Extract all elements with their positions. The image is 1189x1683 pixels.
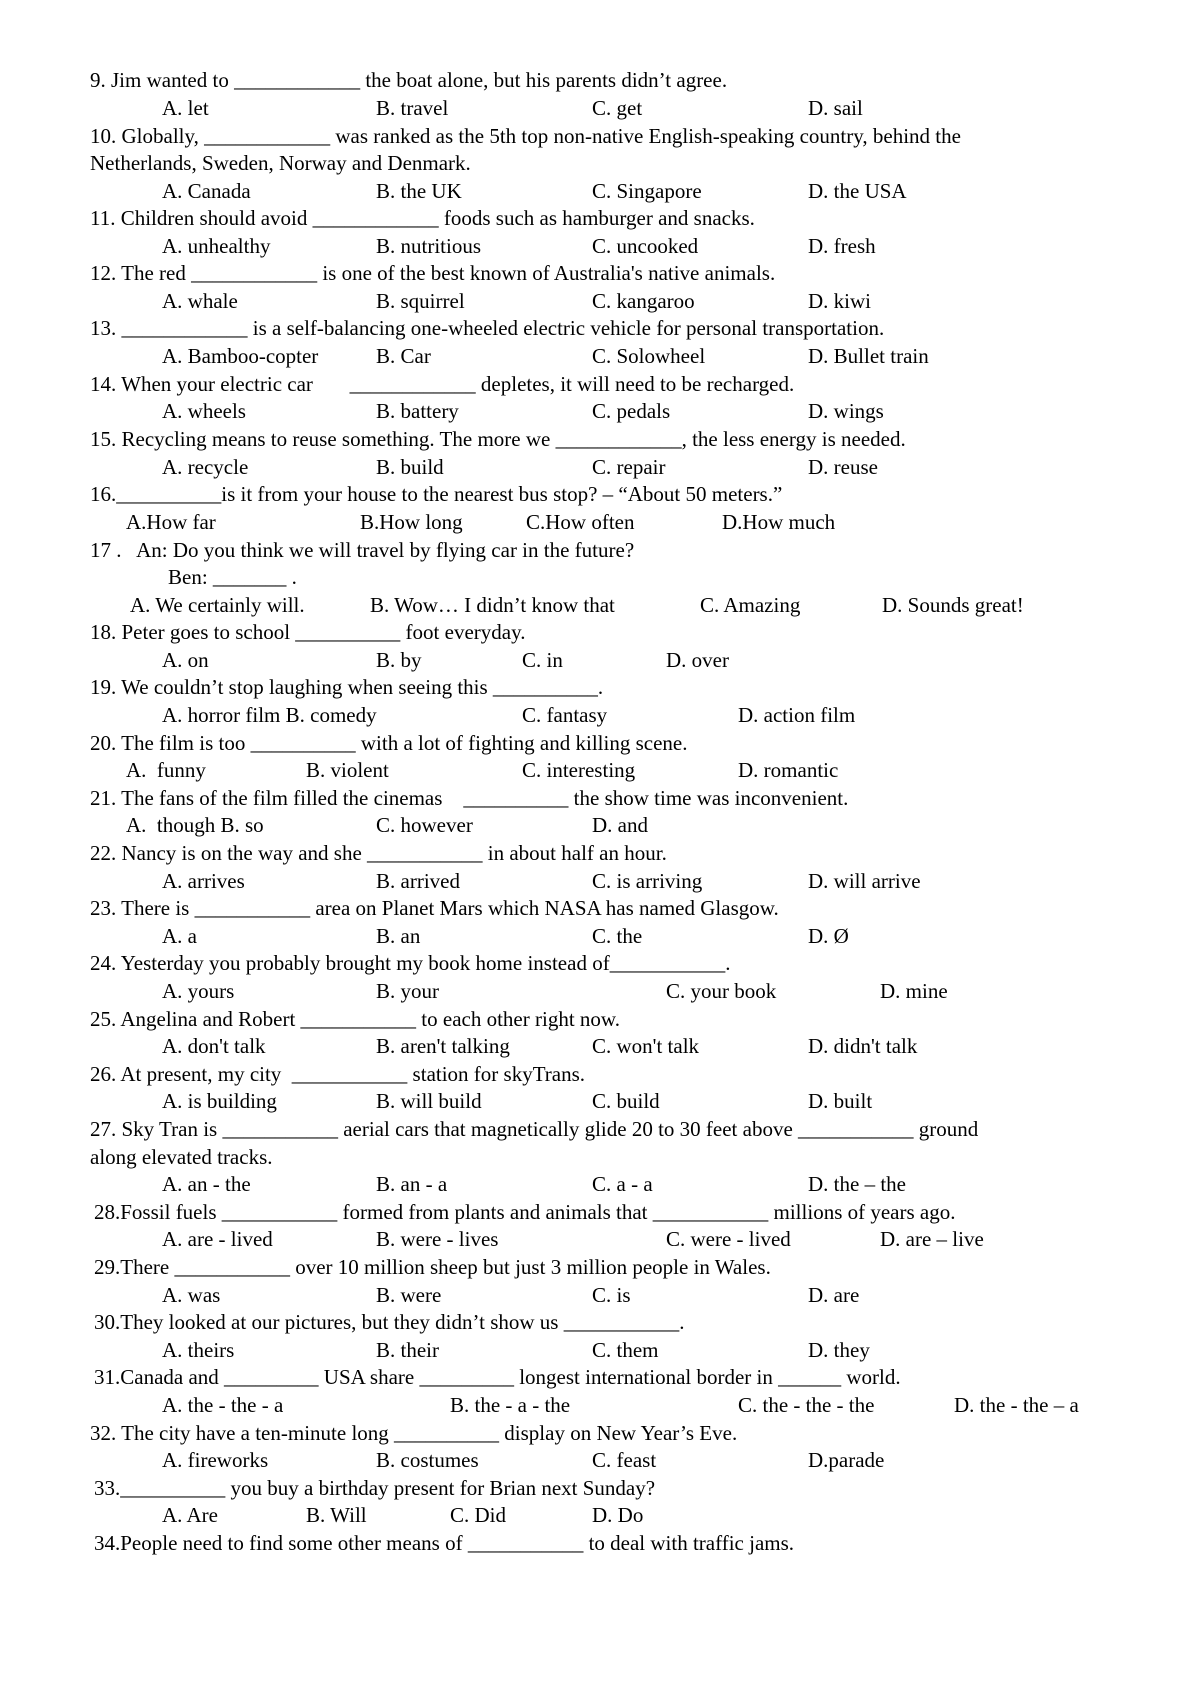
- q18-option-b: B. by: [376, 648, 422, 672]
- q18-option-a: A. on: [162, 648, 209, 672]
- q9-option-a: A. let: [162, 96, 209, 120]
- q24-option-a: A. yours: [162, 979, 235, 1003]
- q27-stem-line-1: 27. Sky Tran is ___________ aerial cars that magnetically glide 20 to 30 feet above ___________ ground: [90, 1117, 979, 1141]
- q28-stem: 28.Fossil fuels ___________ formed from plants and animals that ___________ millions of years ago.: [94, 1200, 956, 1224]
- q12-option-d: D. kiwi: [808, 289, 871, 313]
- q19-stem: 19. We couldn’t stop laughing when seeing this __________.: [90, 675, 604, 699]
- q11-option-b: B. nutritious: [376, 234, 482, 258]
- q18-stem: 18. Peter goes to school __________ foot everyday.: [90, 620, 526, 644]
- q32-stem: 32. The city have a ten-minute long __________ display on New Year’s Eve.: [90, 1421, 738, 1445]
- q21-option-d: D. and: [592, 813, 648, 837]
- q28-option-b: B. were - lives: [376, 1227, 499, 1251]
- q17-option-a: A. We certainly will.: [130, 593, 305, 617]
- q19-option-a: A. horror film B. comedy: [162, 703, 377, 727]
- q31-stem: 31.Canada and _________ USA share _________ longest international border in ______ world.: [94, 1365, 901, 1389]
- q24-option-c: C. your book: [666, 979, 777, 1003]
- q14-option-d: D. wings: [808, 399, 884, 423]
- q31-option-d: D. the - the – a: [954, 1393, 1079, 1417]
- q21-stem: 21. The fans of the film filled the cinemas __________ the show time was inconvenient.: [90, 786, 849, 810]
- q32-option-c: C. feast: [592, 1448, 657, 1472]
- q31-option-b: B. the - a - the: [450, 1393, 571, 1417]
- q27-option-a: A. an - the: [162, 1172, 251, 1196]
- q17-option-d: D. Sounds great!: [882, 593, 1024, 617]
- q26-option-a: A. is building: [162, 1089, 277, 1113]
- q34-stem: 34.People need to find some other means of ___________ to deal with traffic jams.: [94, 1531, 795, 1555]
- q29-option-b: B. were: [376, 1283, 442, 1307]
- q14-option-c: C. pedals: [592, 399, 671, 423]
- q11-option-a: A. unhealthy: [162, 234, 271, 258]
- q21-option-c: C. however: [376, 813, 473, 837]
- q23-option-a: A. a: [162, 924, 197, 948]
- q10-option-c: C. Singapore: [592, 179, 702, 203]
- q15-option-b: B. build: [376, 455, 444, 479]
- q20-option-c: C. interesting: [522, 758, 636, 782]
- q23-option-d: D. Ø: [808, 924, 849, 948]
- q14-option-a: A. wheels: [162, 399, 246, 423]
- q10-stem-line-2: Netherlands, Sweden, Norway and Denmark.: [90, 151, 471, 175]
- q20-option-b: B. violent: [306, 758, 389, 782]
- q29-option-c: C. is: [592, 1283, 631, 1307]
- q28-option-c: C. were - lived: [666, 1227, 791, 1251]
- q25-option-c: C. won't talk: [592, 1034, 700, 1058]
- q30-stem: 30.They looked at our pictures, but they didn’t show us ___________.: [94, 1310, 685, 1334]
- q26-option-d: D. built: [808, 1089, 873, 1113]
- q22-option-a: A. arrives: [162, 869, 245, 893]
- q20-stem: 20. The film is too __________ with a lot of fighting and killing scene.: [90, 731, 688, 755]
- q26-option-b: B. will build: [376, 1089, 482, 1113]
- q32-option-d: D.parade: [808, 1448, 885, 1472]
- q17-option-c: C. Amazing: [700, 593, 801, 617]
- q16-option-b: B.How long: [360, 510, 463, 534]
- q9-stem: 9. Jim wanted to ____________ the boat alone, but his parents didn’t agree.: [90, 68, 728, 92]
- q22-option-b: B. arrived: [376, 869, 460, 893]
- q28-option-d: D. are – live: [880, 1227, 984, 1251]
- q24-stem: 24. Yesterday you probably brought my book home instead of___________.: [90, 951, 731, 975]
- q18-option-d: D. over: [666, 648, 729, 672]
- q10-stem-line-1: 10. Globally, ____________ was ranked as the 5th top non-native English-speaking country, behind the: [90, 124, 961, 148]
- q33-option-b: B. Will: [306, 1503, 367, 1527]
- q27-option-d: D. the – the: [808, 1172, 906, 1196]
- q13-option-b: B. Car: [376, 344, 431, 368]
- q25-option-d: D. didn't talk: [808, 1034, 918, 1058]
- q30-option-b: B. their: [376, 1338, 439, 1362]
- q14-stem: 14. When your electric car ____________ depletes, it will need to be recharged.: [90, 372, 795, 396]
- q27-option-b: B. an - a: [376, 1172, 448, 1196]
- q16-option-c: C.How often: [526, 510, 635, 534]
- q22-option-c: C. is arriving: [592, 869, 703, 893]
- q11-option-d: D. fresh: [808, 234, 876, 258]
- q12-option-a: A. whale: [162, 289, 238, 313]
- q12-option-c: C. kangaroo: [592, 289, 695, 313]
- q17-stem-line-2: Ben: _______ .: [168, 565, 297, 589]
- q29-option-a: A. was: [162, 1283, 221, 1307]
- q22-stem: 22. Nancy is on the way and she ___________ in about half an hour.: [90, 841, 667, 865]
- q11-option-c: C. uncooked: [592, 234, 699, 258]
- q10-option-a: A. Canada: [162, 179, 251, 203]
- q15-option-c: C. repair: [592, 455, 666, 479]
- q25-option-a: A. don't talk: [162, 1034, 266, 1058]
- q16-stem: 16.__________is it from your house to the nearest bus stop? – “About 50 meters.”: [90, 482, 783, 506]
- q13-option-c: C. Solowheel: [592, 344, 706, 368]
- q23-stem: 23. There is ___________ area on Planet Mars which NASA has named Glasgow.: [90, 896, 779, 920]
- q20-option-a: A. funny: [126, 758, 206, 782]
- q12-option-b: B. squirrel: [376, 289, 465, 313]
- q10-option-d: D. the USA: [808, 179, 907, 203]
- q15-stem: 15. Recycling means to reuse something. The more we ____________, the less energy is needed.: [90, 427, 906, 451]
- q33-option-d: D. Do: [592, 1503, 644, 1527]
- q21-option-a: A. though B. so: [126, 813, 264, 837]
- q27-stem-line-2: along elevated tracks.: [90, 1145, 273, 1169]
- q16-option-d: D.How much: [722, 510, 836, 534]
- q31-option-c: C. the - the - the: [738, 1393, 875, 1417]
- q10-option-b: B. the UK: [376, 179, 462, 203]
- q28-option-a: A. are - lived: [162, 1227, 273, 1251]
- q23-option-b: B. an: [376, 924, 421, 948]
- q18-option-c: C. in: [522, 648, 563, 672]
- q13-stem: 13. ____________ is a self-balancing one-wheeled electric vehicle for personal transportation.: [90, 316, 885, 340]
- q30-option-c: C. them: [592, 1338, 659, 1362]
- q19-option-d: D. action film: [738, 703, 856, 727]
- q24-option-d: D. mine: [880, 979, 948, 1003]
- q16-option-a: A.How far: [126, 510, 216, 534]
- q9-option-c: C. get: [592, 96, 643, 120]
- q30-option-a: A. theirs: [162, 1338, 235, 1362]
- q9-option-d: D. sail: [808, 96, 863, 120]
- q33-option-c: C. Did: [450, 1503, 507, 1527]
- q25-option-b: B. aren't talking: [376, 1034, 510, 1058]
- q26-option-c: C. build: [592, 1089, 660, 1113]
- q29-option-d: D. are: [808, 1283, 860, 1307]
- q27-option-c: C. a - a: [592, 1172, 653, 1196]
- q26-stem: 26. At present, my city ___________ station for skyTrans.: [90, 1062, 586, 1086]
- q23-option-c: C. the: [592, 924, 643, 948]
- q24-option-b: B. your: [376, 979, 439, 1003]
- q30-option-d: D. they: [808, 1338, 870, 1362]
- q20-option-d: D. romantic: [738, 758, 839, 782]
- q29-stem: 29.There ___________ over 10 million sheep but just 3 million people in Wales.: [94, 1255, 771, 1279]
- q17-option-b: B. Wow… I didn’t know that: [370, 593, 615, 617]
- q33-stem: 33.__________ you buy a birthday present for Brian next Sunday?: [94, 1476, 656, 1500]
- q19-option-c: C. fantasy: [522, 703, 608, 727]
- q17-stem-line-1: 17 . An: Do you think we will travel by flying car in the future?: [90, 538, 635, 562]
- q32-option-b: B. costumes: [376, 1448, 479, 1472]
- q32-option-a: A. fireworks: [162, 1448, 269, 1472]
- q25-stem: 25. Angelina and Robert ___________ to each other right now.: [90, 1007, 620, 1031]
- q15-option-a: A. recycle: [162, 455, 249, 479]
- q33-option-a: A. Are: [162, 1503, 218, 1527]
- q13-option-a: A. Bamboo-copter: [162, 344, 319, 368]
- q15-option-d: D. reuse: [808, 455, 878, 479]
- q12-stem: 12. The red ____________ is one of the best known of Australia's native animals.: [90, 261, 776, 285]
- q14-option-b: B. battery: [376, 399, 459, 423]
- q9-option-b: B. travel: [376, 96, 449, 120]
- q22-option-d: D. will arrive: [808, 869, 921, 893]
- q13-option-d: D. Bullet train: [808, 344, 929, 368]
- q11-stem: 11. Children should avoid ____________ foods such as hamburger and snacks.: [90, 206, 755, 230]
- q31-option-a: A. the - the - a: [162, 1393, 284, 1417]
